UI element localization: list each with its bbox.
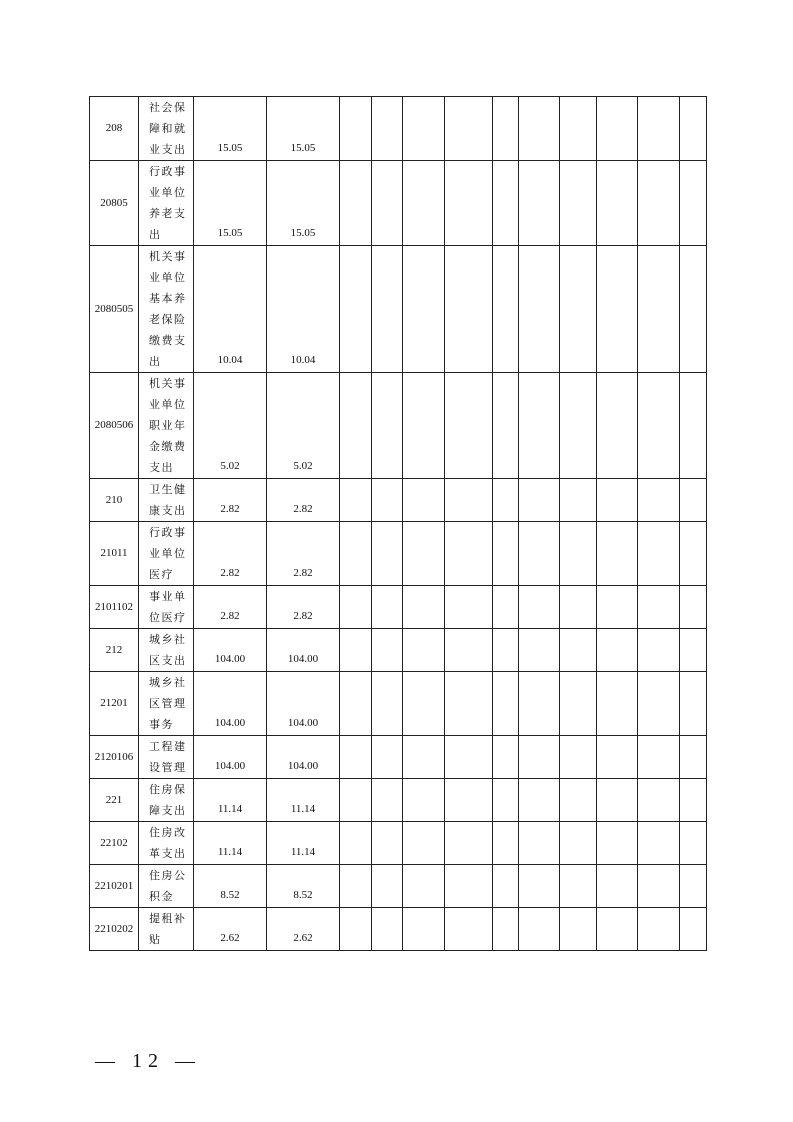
total-amount: 10.04 <box>217 354 243 366</box>
subject-code-cell <box>90 161 139 246</box>
empty-cell <box>445 161 493 246</box>
subject-name-cell <box>139 672 194 736</box>
total-amount-cell <box>194 586 267 629</box>
empty-cell <box>638 672 680 736</box>
basic-amount: 11.14 <box>290 846 316 858</box>
basic-amount: 11.14 <box>290 803 316 815</box>
empty-cell <box>638 736 680 779</box>
empty-cell <box>493 161 519 246</box>
basic-amount: 8.52 <box>293 889 313 901</box>
subject-code-cell <box>90 629 139 672</box>
empty-cell <box>403 672 445 736</box>
empty-cell <box>560 97 597 161</box>
subject-name-cell <box>139 161 194 246</box>
total-amount-cell <box>194 629 267 672</box>
empty-cell <box>680 522 707 586</box>
basic-amount-cell <box>267 586 340 629</box>
subject-name-cell <box>139 522 194 586</box>
empty-cell <box>372 246 403 373</box>
empty-cell <box>560 586 597 629</box>
basic-amount: 104.00 <box>287 760 319 772</box>
empty-cell <box>493 479 519 522</box>
empty-cell <box>445 779 493 822</box>
total-amount: 11.14 <box>217 846 243 858</box>
empty-cell <box>680 161 707 246</box>
empty-cell <box>597 908 638 951</box>
basic-amount-cell <box>267 522 340 586</box>
empty-cell <box>519 736 560 779</box>
subject-name: 社会保障和就业支出 <box>149 101 187 156</box>
basic-amount-cell <box>267 865 340 908</box>
empty-cell <box>340 246 372 373</box>
total-amount: 104.00 <box>214 760 246 772</box>
empty-cell <box>519 97 560 161</box>
basic-amount-cell <box>267 161 340 246</box>
subject-code-cell <box>90 246 139 373</box>
subject-code: 2080506 <box>94 419 134 431</box>
basic-amount: 2.62 <box>293 932 313 944</box>
empty-cell <box>340 865 372 908</box>
table-row <box>90 161 707 246</box>
empty-cell <box>445 908 493 951</box>
empty-cell <box>340 736 372 779</box>
empty-cell <box>340 586 372 629</box>
subject-name-cell <box>139 586 194 629</box>
subject-code: 21201 <box>100 697 128 709</box>
empty-cell <box>680 908 707 951</box>
subject-code-cell <box>90 97 139 161</box>
empty-cell <box>560 161 597 246</box>
empty-cell <box>560 865 597 908</box>
empty-cell <box>597 736 638 779</box>
empty-cell <box>597 522 638 586</box>
basic-amount-cell <box>267 822 340 865</box>
empty-cell <box>340 479 372 522</box>
total-amount: 11.14 <box>217 803 243 815</box>
total-amount-cell <box>194 246 267 373</box>
total-amount: 15.05 <box>217 227 243 239</box>
empty-cell <box>638 161 680 246</box>
empty-cell <box>680 373 707 479</box>
empty-cell <box>340 908 372 951</box>
empty-cell <box>445 672 493 736</box>
empty-cell <box>638 479 680 522</box>
empty-cell <box>493 672 519 736</box>
subject-code: 2101102 <box>94 600 134 613</box>
empty-cell <box>680 246 707 373</box>
basic-amount: 104.00 <box>287 653 319 665</box>
total-amount-cell <box>194 97 267 161</box>
empty-cell <box>403 779 445 822</box>
empty-cell <box>493 522 519 586</box>
subject-code-cell <box>90 672 139 736</box>
empty-cell <box>372 586 403 629</box>
total-amount-cell <box>194 865 267 908</box>
empty-cell <box>680 736 707 779</box>
table-row <box>90 779 707 822</box>
empty-cell <box>519 161 560 246</box>
total-amount-cell <box>194 779 267 822</box>
subject-name-cell <box>139 779 194 822</box>
basic-amount: 2.82 <box>293 610 313 622</box>
basic-amount: 2.82 <box>293 503 313 515</box>
empty-cell <box>445 586 493 629</box>
empty-cell <box>372 629 403 672</box>
table-row <box>90 672 707 736</box>
basic-amount: 15.05 <box>290 227 316 239</box>
empty-cell <box>680 97 707 161</box>
subject-code-cell <box>90 822 139 865</box>
basic-amount: 5.02 <box>293 460 313 472</box>
empty-cell <box>597 97 638 161</box>
table-row <box>90 822 707 865</box>
empty-cell <box>519 908 560 951</box>
empty-cell <box>372 865 403 908</box>
empty-cell <box>340 779 372 822</box>
empty-cell <box>372 672 403 736</box>
empty-cell <box>445 736 493 779</box>
subject-name: 住房公积金 <box>149 869 187 903</box>
empty-cell <box>403 373 445 479</box>
subject-name-cell <box>139 97 194 161</box>
empty-cell <box>597 672 638 736</box>
empty-cell <box>340 161 372 246</box>
subject-code-cell <box>90 736 139 779</box>
empty-cell <box>445 822 493 865</box>
empty-cell <box>403 822 445 865</box>
total-amount: 2.62 <box>220 932 240 944</box>
subject-code-cell <box>90 522 139 586</box>
empty-cell <box>519 629 560 672</box>
total-amount-cell <box>194 908 267 951</box>
empty-cell <box>519 779 560 822</box>
empty-cell <box>597 586 638 629</box>
empty-cell <box>493 629 519 672</box>
empty-cell <box>560 479 597 522</box>
empty-cell <box>638 522 680 586</box>
table-row <box>90 908 707 951</box>
empty-cell <box>403 629 445 672</box>
empty-cell <box>340 97 372 161</box>
empty-cell <box>597 865 638 908</box>
empty-cell <box>340 629 372 672</box>
empty-cell <box>493 373 519 479</box>
subject-name: 卫生健康支出 <box>149 483 187 517</box>
total-amount: 8.52 <box>220 889 240 901</box>
subject-code: 2080505 <box>94 302 134 315</box>
empty-cell <box>340 672 372 736</box>
basic-amount: 104.00 <box>287 717 319 729</box>
empty-cell <box>560 908 597 951</box>
basic-amount-cell <box>267 373 340 479</box>
total-amount: 5.02 <box>220 460 240 472</box>
empty-cell <box>493 97 519 161</box>
subject-code: 221 <box>105 793 123 806</box>
subject-code-cell <box>90 586 139 629</box>
basic-amount-cell <box>267 908 340 951</box>
empty-cell <box>560 822 597 865</box>
empty-cell <box>638 865 680 908</box>
empty-cell <box>680 672 707 736</box>
basic-amount: 10.04 <box>290 354 316 366</box>
subject-name: 事业单位医疗 <box>149 590 187 624</box>
empty-cell <box>493 822 519 865</box>
empty-cell <box>519 865 560 908</box>
empty-cell <box>560 736 597 779</box>
basic-amount-cell <box>267 629 340 672</box>
subject-code: 212 <box>105 643 123 656</box>
subject-code: 210 <box>105 493 123 506</box>
subject-code: 20805 <box>100 196 128 209</box>
subject-name: 机关事业单位基本养老保险缴费支出 <box>149 250 187 368</box>
empty-cell <box>445 629 493 672</box>
empty-cell <box>445 246 493 373</box>
basic-amount-cell <box>267 672 340 736</box>
empty-cell <box>560 373 597 479</box>
subject-name: 提租补贴 <box>149 912 187 946</box>
empty-cell <box>493 779 519 822</box>
empty-cell <box>638 246 680 373</box>
subject-name: 住房保障支出 <box>149 783 187 817</box>
empty-cell <box>403 908 445 951</box>
empty-cell <box>445 522 493 586</box>
empty-cell <box>638 908 680 951</box>
total-amount: 15.05 <box>217 142 243 154</box>
table-row <box>90 586 707 629</box>
empty-cell <box>403 586 445 629</box>
empty-cell <box>680 865 707 908</box>
subject-name-cell <box>139 373 194 479</box>
empty-cell <box>680 479 707 522</box>
empty-cell <box>638 586 680 629</box>
empty-cell <box>638 373 680 479</box>
budget-expenditure-table <box>89 96 707 951</box>
empty-cell <box>519 246 560 373</box>
empty-cell <box>403 479 445 522</box>
subject-code: 2210202 <box>94 922 134 935</box>
subject-name: 行政事业单位养老支出 <box>149 165 187 241</box>
empty-cell <box>493 246 519 373</box>
empty-cell <box>519 479 560 522</box>
table-row <box>90 629 707 672</box>
page-number: — 12 — <box>95 1050 201 1072</box>
total-amount-cell <box>194 479 267 522</box>
subject-name-cell <box>139 736 194 779</box>
empty-cell <box>445 97 493 161</box>
basic-amount: 15.05 <box>290 142 316 154</box>
subject-name: 机关事业单位职业年金缴费支出 <box>149 377 187 474</box>
empty-cell <box>372 779 403 822</box>
empty-cell <box>372 736 403 779</box>
empty-cell <box>372 161 403 246</box>
empty-cell <box>597 822 638 865</box>
empty-cell <box>493 908 519 951</box>
table-row <box>90 865 707 908</box>
subject-name-cell <box>139 246 194 373</box>
subject-code: 21011 <box>100 547 128 559</box>
empty-cell <box>372 479 403 522</box>
table-row <box>90 736 707 779</box>
subject-name: 城乡社区管理事务 <box>149 676 187 731</box>
empty-cell <box>560 779 597 822</box>
subject-code: 208 <box>105 122 123 134</box>
basic-amount: 2.82 <box>293 567 313 579</box>
empty-cell <box>519 672 560 736</box>
total-amount-cell <box>194 522 267 586</box>
empty-cell <box>403 736 445 779</box>
basic-amount-cell <box>267 246 340 373</box>
table-row <box>90 522 707 586</box>
empty-cell <box>560 246 597 373</box>
subject-code: 2210201 <box>94 879 134 892</box>
basic-amount-cell <box>267 479 340 522</box>
subject-name-cell <box>139 822 194 865</box>
subject-name-cell <box>139 908 194 951</box>
empty-cell <box>372 822 403 865</box>
empty-cell <box>680 586 707 629</box>
empty-cell <box>340 373 372 479</box>
total-amount-cell <box>194 672 267 736</box>
empty-cell <box>403 522 445 586</box>
empty-cell <box>340 522 372 586</box>
empty-cell <box>445 865 493 908</box>
empty-cell <box>560 629 597 672</box>
empty-cell <box>519 822 560 865</box>
empty-cell <box>519 522 560 586</box>
subject-name: 住房改革支出 <box>149 826 187 860</box>
subject-code-cell <box>90 779 139 822</box>
empty-cell <box>519 586 560 629</box>
subject-code: 2120106 <box>94 750 134 763</box>
total-amount: 2.82 <box>220 567 240 579</box>
subject-code-cell <box>90 479 139 522</box>
empty-cell <box>403 161 445 246</box>
empty-cell <box>680 629 707 672</box>
empty-cell <box>445 479 493 522</box>
basic-amount-cell <box>267 97 340 161</box>
subject-name: 工程建设管理 <box>149 740 187 774</box>
total-amount-cell <box>194 736 267 779</box>
total-amount: 104.00 <box>214 717 246 729</box>
empty-cell <box>638 629 680 672</box>
total-amount-cell <box>194 161 267 246</box>
empty-cell <box>493 586 519 629</box>
empty-cell <box>519 373 560 479</box>
empty-cell <box>445 373 493 479</box>
empty-cell <box>403 246 445 373</box>
empty-cell <box>597 373 638 479</box>
total-amount-cell <box>194 373 267 479</box>
empty-cell <box>597 629 638 672</box>
total-amount: 104.00 <box>214 653 246 665</box>
empty-cell <box>638 779 680 822</box>
basic-amount-cell <box>267 779 340 822</box>
subject-name: 行政事业单位医疗 <box>149 526 187 581</box>
empty-cell <box>597 479 638 522</box>
empty-cell <box>597 779 638 822</box>
empty-cell <box>493 865 519 908</box>
empty-cell <box>638 822 680 865</box>
empty-cell <box>680 822 707 865</box>
empty-cell <box>403 865 445 908</box>
empty-cell <box>638 97 680 161</box>
subject-code-cell <box>90 373 139 479</box>
empty-cell <box>493 736 519 779</box>
subject-code-cell <box>90 865 139 908</box>
subject-name: 城乡社区支出 <box>149 633 187 667</box>
empty-cell <box>372 97 403 161</box>
empty-cell <box>597 246 638 373</box>
subject-code: 22102 <box>100 836 128 849</box>
empty-cell <box>372 522 403 586</box>
subject-name-cell <box>139 865 194 908</box>
subject-name-cell <box>139 479 194 522</box>
empty-cell <box>340 822 372 865</box>
subject-name-cell <box>139 629 194 672</box>
basic-amount-cell <box>267 736 340 779</box>
table-row <box>90 373 707 479</box>
empty-cell <box>560 672 597 736</box>
table-row <box>90 479 707 522</box>
subject-code-cell <box>90 908 139 951</box>
empty-cell <box>372 373 403 479</box>
total-amount-cell <box>194 822 267 865</box>
total-amount: 2.82 <box>220 610 240 622</box>
empty-cell <box>680 779 707 822</box>
empty-cell <box>372 908 403 951</box>
total-amount: 2.82 <box>220 503 240 515</box>
table-row <box>90 246 707 373</box>
empty-cell <box>403 97 445 161</box>
empty-cell <box>597 161 638 246</box>
table-row <box>90 97 707 161</box>
empty-cell <box>560 522 597 586</box>
